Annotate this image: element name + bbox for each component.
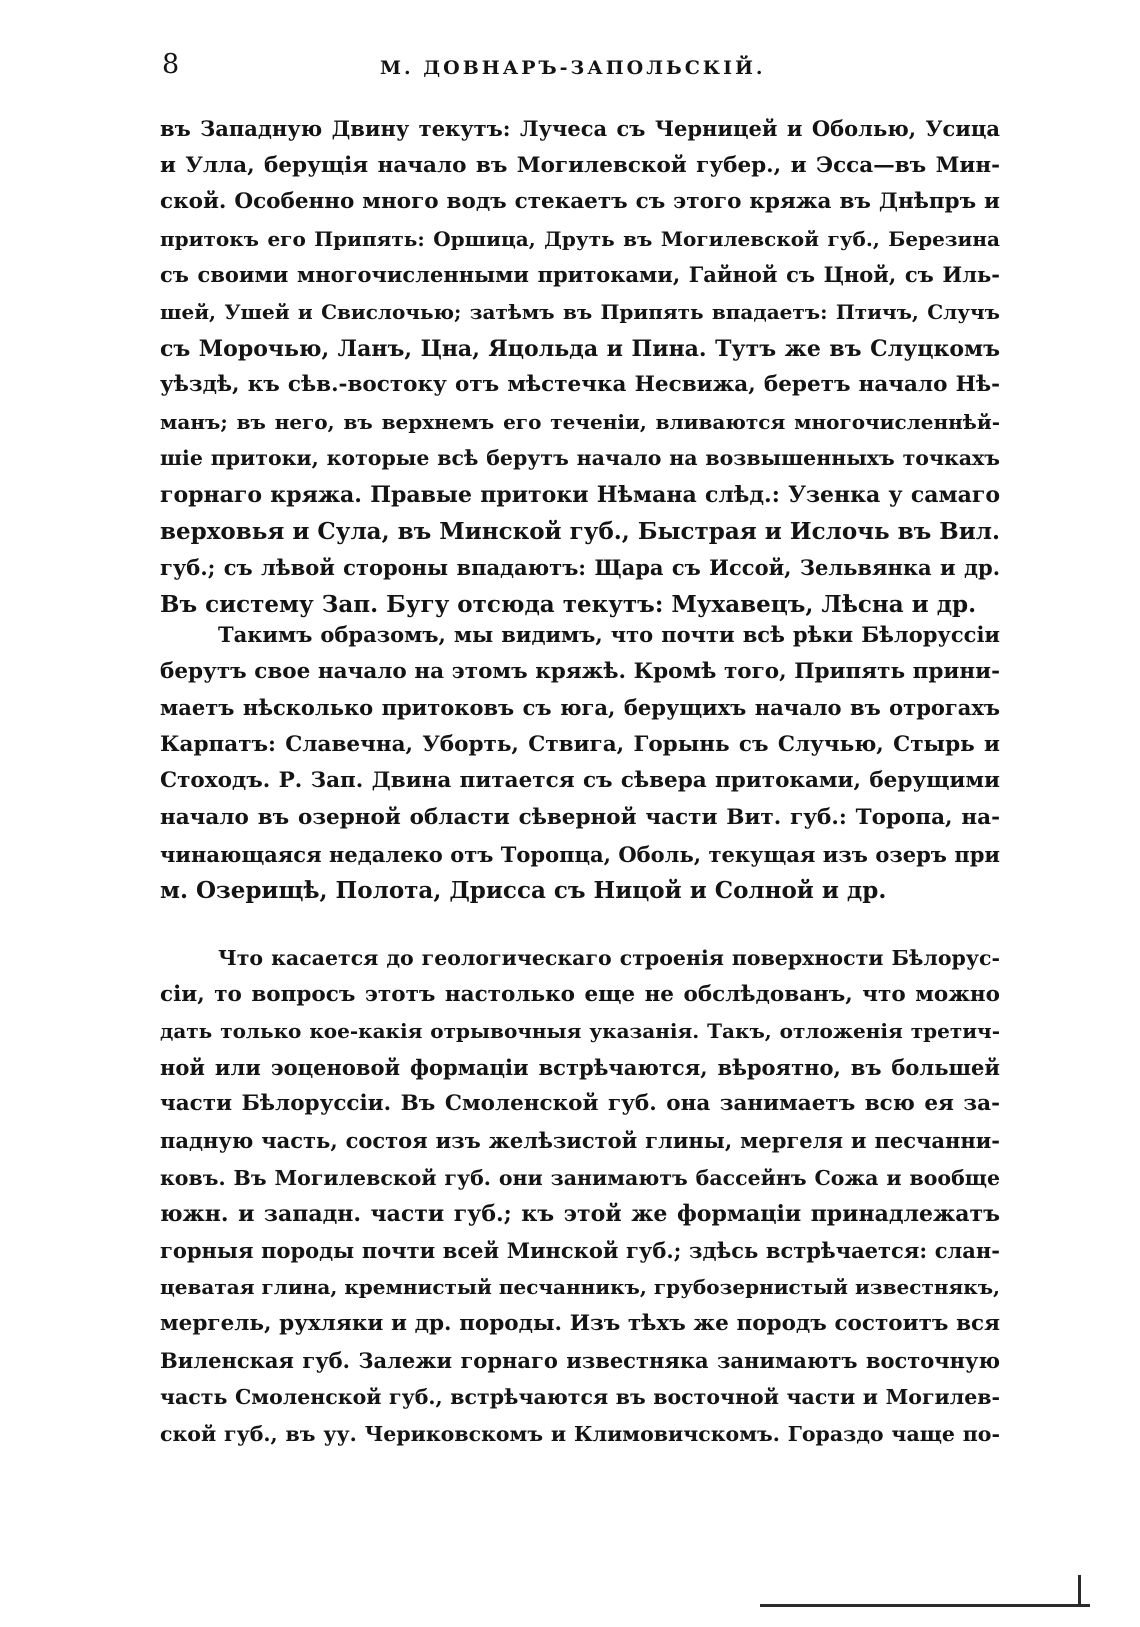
text-line: въ Западную Двину текутъ: Лучеса съ Черницей и Оболью, Усица: [160, 116, 1000, 141]
text-line: Въ систему Зап. Бугу отсюда текутъ: Мухавецъ, Лѣсна и др.: [160, 590, 977, 618]
text-line: шей, Ушей и Свислочью; затѣмъ въ Припять впадаетъ: Птичъ, Случъ: [160, 299, 1000, 324]
text-line: берутъ свое начало на этомъ кряжѣ. Кромѣ того, Припять прини-: [160, 658, 1000, 684]
text-line: маетъ нѣсколько притоковъ съ юга, берущихъ начало въ отрогахъ: [160, 695, 1000, 721]
text-line: Такимъ образомъ, мы видимъ, что почти всѣ рѣки Бѣлоруссіи: [218, 622, 1000, 647]
scan-edge-mark: [1078, 1575, 1081, 1605]
text-line: Что касается до геологическаго строенія поверхности Бѣлорус-: [218, 946, 1000, 970]
text-line: верховья и Сула, въ Минской губ., Быстрая и Ислочь въ Вил.: [160, 517, 1000, 545]
text-line: шіе притоки, которые всѣ берутъ начало на возвышенныхъ точкахъ: [160, 446, 1000, 471]
text-line: съ Морочью, Ланъ, Цна, Яцольда и Пина. Тутъ же въ Слуцкомъ: [160, 335, 1000, 362]
text-line: чинающаяся недалеко отъ Торопца, Оболь, текущая изъ озеръ при: [160, 841, 1000, 867]
text-line: ной или эоценовой формаціи встрѣчаются, вѣроятно, въ большей: [160, 1054, 1000, 1080]
text-line: уѣздѣ, къ сѣв.-востоку отъ мѣстечка Несвижа, беретъ начало Нѣ-: [160, 372, 1000, 398]
paragraph-belarus-rivers: [160, 617, 1000, 910]
text-line: ковъ. Въ Могилевской губ. они занимаютъ бассейнъ Сожа и вообще: [160, 1165, 1000, 1190]
text-line: части Бѣлоруссіи. Въ Смоленской губ. она занимаетъ всю ея за-: [160, 1091, 1000, 1117]
text-line: и Улла, берущія начало въ Могилевской губер., и Эсса—въ Мин-: [160, 152, 1000, 178]
text-line: притокъ его Припять: Оршица, Друть въ Могилевской губ., Березина: [160, 226, 1000, 251]
text-line: Стоходъ. Р. Зап. Двина питается съ сѣвера притоками, берущими: [160, 768, 1000, 794]
text-line: цеватая глина, кремнистый песчанникъ, грубозернистый известнякъ,: [160, 1275, 1000, 1300]
text-line: ской. Особенно много водъ стекаетъ съ этого кряжа въ Днѣпръ и: [160, 189, 1000, 215]
scan-edge-rule: [760, 1604, 1090, 1607]
text-line: горнаго кряжа. Правые притоки Нѣмана слѣд.: Узенка у самаго: [160, 481, 1000, 508]
text-line: Виленская губ. Залежи горнаго известняка занимаютъ восточную: [160, 1347, 1000, 1373]
text-line: дать только кое-какія отрывочныя указанія. Такъ, отложенія третич-: [160, 1019, 1000, 1044]
paragraph-geology: [160, 940, 1000, 1452]
text-line: ской губ., въ уу. Чериковскомъ и Климовичскомъ. Гораздо чаще по-: [160, 1421, 1000, 1446]
text-line: м. Озерищѣ, Полота, Дрисса съ Ницой и Солной и др.: [160, 877, 887, 905]
text-line: часть Смоленской губ., встрѣчаются въ восточной части и Могилев-: [160, 1385, 1000, 1410]
running-title: М. ДОВНАРЪ-ЗАПОЛЬСКІЙ.: [380, 57, 766, 79]
text-line: мергель, рухляки и др. породы. Изъ тѣхъ же породъ состоитъ вся: [160, 1310, 1000, 1336]
text-line: сіи, то вопросъ этотъ настолько еще не обслѣдованъ, что можно: [160, 981, 1000, 1007]
text-line: губ.; съ лѣвой стороны впадаютъ: Щара съ Иссой, Зельвянка и др.: [160, 555, 1000, 581]
text-line: южн. и западн. части губ.; къ этой же формаціи принадлежатъ: [160, 1201, 1000, 1228]
text-line: падную часть, состоя изъ желѣзистой глины, мергеля и песчанни-: [160, 1127, 1000, 1153]
page-number: 8: [162, 49, 180, 80]
text-line: Карпатъ: Славечна, Уборть, Ствига, Горынь съ Случью, Стырь и: [160, 731, 1000, 757]
text-line: манъ; въ него, въ верхнемъ его теченіи, вливаются многочисленнѣй-: [160, 409, 1000, 434]
text-line: горныя породы почти всей Минской губ.; здѣсь встрѣчается: слан-: [160, 1237, 1000, 1263]
text-line: съ своими многочисленными притоками, Гайной съ Цной, съ Иль-: [160, 262, 1000, 288]
text-line: начало въ озерной области сѣверной части Вит. губ.: Торопа, на-: [160, 804, 1000, 830]
paragraph-rivers: [160, 111, 1000, 623]
